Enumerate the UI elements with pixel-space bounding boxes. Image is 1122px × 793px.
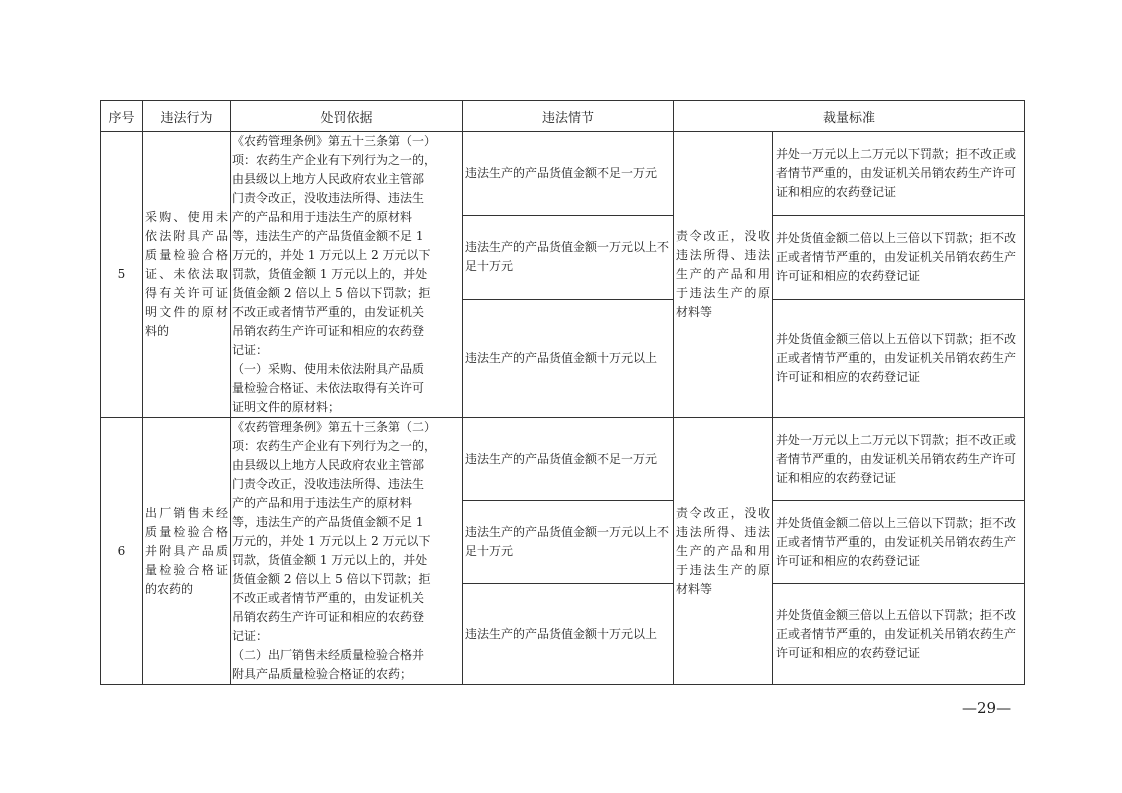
basis-line: 货值金额 2 倍以上 5 倍以下罚款；拒 — [232, 286, 431, 300]
control-measure-cell: 责令改正，没收违法所得、违法生产的产品和用于违法生产的原材料等 — [674, 418, 773, 685]
row-violation-text: 出厂销售未经质量检验合格并附具产品质量检验合格证的农药的 — [143, 418, 231, 685]
basis-line: 货值金额 2 倍以上 5 倍以下罚款；拒 — [232, 572, 431, 586]
circumstance-cell: 违法生产的产品货值金额十万元以上 — [463, 584, 674, 685]
header-discretion-standard: 裁量标准 — [674, 101, 1025, 132]
circumstance-cell: 违法生产的产品货值金额十万元以上 — [463, 299, 674, 417]
basis-line: 等，违法生产的产品货值金额不足 1 — [232, 229, 424, 243]
basis-line: 罚款，货值金额 1 万元以上的，并处 — [232, 267, 428, 281]
standard-cell: 并处货值金额二倍以上三倍以下罚款；拒不改正或者情节严重的，由发证机关吊销农药生产许可证和相应的农药登记证 — [773, 501, 1025, 584]
basis-line: 吊销农药生产许可证和相应的农药登 — [232, 610, 425, 624]
basis-line: 《农药管理条例》第五十三条第（二） — [232, 420, 437, 434]
row-serial-number: 6 — [101, 418, 143, 685]
basis-line: 量检验合格证、未依法取得有关许可 — [232, 381, 425, 395]
circumstance-cell: 违法生产的产品货值金额不足一万元 — [463, 418, 674, 501]
header-violation: 违法行为 — [143, 101, 231, 132]
basis-line: 证明文件的原材料； — [232, 400, 341, 414]
row-serial-number: 5 — [101, 132, 143, 418]
basis-line: 等，违法生产的产品货值金额不足 1 — [232, 515, 424, 529]
control-measure-cell: 责令改正，没收违法所得、违法生产的产品和用于违法生产的原材料等 — [674, 132, 773, 418]
row-penalty-basis — [231, 418, 463, 685]
basis-line: 产的产品和用于违法生产的原材料 — [232, 210, 413, 224]
circumstance-cell: 违法生产的产品货值金额一万元以上不足十万元 — [463, 501, 674, 584]
standard-cell: 并处货值金额三倍以上五倍以下罚款；拒不改正或者情节严重的，由发证机关吊销农药生产许可证和相应的农药登记证 — [773, 584, 1025, 685]
row-penalty-basis — [231, 132, 463, 418]
basis-line: 门责令改正，没收违法所得、违法生 — [232, 191, 425, 205]
basis-line: 万元的，并处 1 万元以上 2 万元以下 — [232, 248, 431, 262]
basis-line: 记证： — [232, 343, 269, 357]
basis-line: 产的产品和用于违法生产的原材料 — [232, 496, 413, 510]
standard-cell: 并处一万元以上二万元以下罚款；拒不改正或者情节严重的，由发证机关吊销农药生产许可证和相应的农药登记证 — [773, 132, 1025, 216]
header-violation-circumstance: 违法情节 — [463, 101, 674, 132]
basis-line: 不改正或者情节严重的，由发证机关 — [232, 591, 425, 605]
basis-line: 项：农药生产企业有下列行为之一的， — [232, 439, 437, 453]
basis-line: 项：农药生产企业有下列行为之一的， — [232, 153, 437, 167]
basis-line: 附具产品质量检验合格证的农药； — [232, 667, 413, 681]
basis-line: （一）采购、使用未依法附具产品质 — [232, 362, 425, 376]
table-header-row — [101, 101, 1025, 132]
row-violation-text: 采购、使用未依法附具产品质量检验合格证、未依法取得有关许可证明文件的原材料的 — [143, 132, 231, 418]
standard-cell: 并处一万元以上二万元以下罚款；拒不改正或者情节严重的，由发证机关吊销农药生产许可证和相应的农药登记证 — [773, 418, 1025, 501]
basis-line: 吊销农药生产许可证和相应的农药登 — [232, 324, 425, 338]
standard-cell: 并处货值金额二倍以上三倍以下罚款；拒不改正或者情节严重的，由发证机关吊销农药生产许可证和相应的农药登记证 — [773, 215, 1025, 299]
basis-line: 由县级以上地方人民政府农业主管部 — [232, 172, 425, 186]
basis-line: 不改正或者情节严重的，由发证机关 — [232, 305, 425, 319]
header-penalty-basis: 处罚依据 — [231, 101, 463, 132]
basis-line: 《农药管理条例》第五十三条第（一） — [232, 134, 437, 148]
header-serial-number: 序号 — [101, 101, 143, 132]
basis-line: 门责令改正，没收违法所得、违法生 — [232, 477, 425, 491]
basis-line: 记证： — [232, 629, 269, 643]
standard-cell: 并处货值金额三倍以上五倍以下罚款；拒不改正或者情节严重的，由发证机关吊销农药生产许可证和相应的农药登记证 — [773, 299, 1025, 417]
table-row — [101, 418, 1025, 501]
basis-line: 由县级以上地方人民政府农业主管部 — [232, 458, 425, 472]
penalty-discretion-table — [100, 100, 1025, 685]
basis-line: 罚款，货值金额 1 万元以上的，并处 — [232, 553, 428, 567]
circumstance-cell: 违法生产的产品货值金额一万元以上不足十万元 — [463, 215, 674, 299]
table-row — [101, 132, 1025, 216]
basis-line: （二）出厂销售未经质量检验合格并 — [232, 648, 425, 662]
basis-line: 万元的，并处 1 万元以上 2 万元以下 — [232, 534, 431, 548]
circumstance-cell: 违法生产的产品货值金额不足一万元 — [463, 132, 674, 216]
page-number: —29— — [962, 699, 1012, 717]
